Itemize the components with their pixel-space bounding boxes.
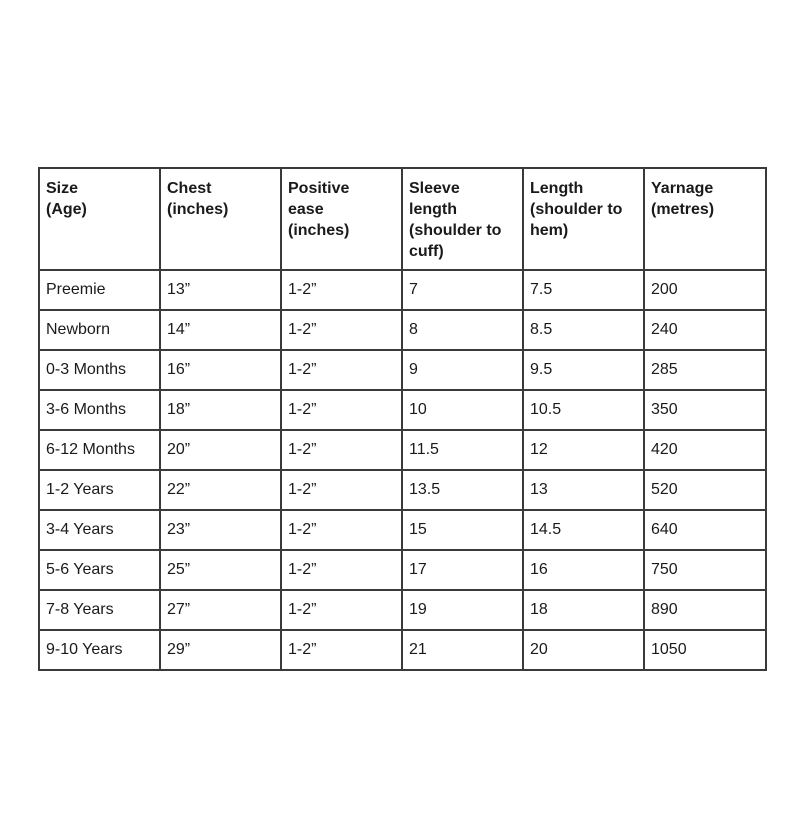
- sleeve-length-cell: 10: [402, 390, 523, 430]
- table-row: [39, 310, 766, 350]
- ease-cell: 1-2”: [281, 430, 402, 470]
- sleeve-length-cell: 17: [402, 550, 523, 590]
- header-line: (shoulder to: [409, 222, 502, 239]
- size-cell: 6-12 Months: [39, 430, 160, 470]
- length-cell: 18: [523, 590, 644, 630]
- size-cell: 3-6 Months: [39, 390, 160, 430]
- header-line: cuff): [409, 243, 444, 260]
- ease-cell: 1-2”: [281, 630, 402, 670]
- ease-cell: 1-2”: [281, 270, 402, 310]
- length-cell: 7.5: [523, 270, 644, 310]
- chest-cell: 23”: [160, 510, 281, 550]
- size-cell: 7-8 Years: [39, 590, 160, 630]
- header-line: (inches): [167, 201, 229, 218]
- header-line: Length: [530, 180, 584, 197]
- sleeve-length-cell: 11.5: [402, 430, 523, 470]
- header-line: (shoulder to: [530, 201, 623, 218]
- header-length: [523, 168, 644, 270]
- yarnage-cell: 520: [644, 470, 766, 510]
- size-cell: 9-10 Years: [39, 630, 160, 670]
- header-line: Positive: [288, 180, 350, 197]
- table-row: [39, 470, 766, 510]
- chest-cell: 25”: [160, 550, 281, 590]
- chest-cell: 14”: [160, 310, 281, 350]
- sleeve-length-cell: 9: [402, 350, 523, 390]
- table-row: [39, 430, 766, 470]
- header-line: Yarnage: [651, 180, 714, 197]
- table-header: [39, 168, 766, 270]
- yarnage-cell: 890: [644, 590, 766, 630]
- header-line: (Age): [46, 201, 87, 218]
- table-row: [39, 550, 766, 590]
- chest-cell: 16”: [160, 350, 281, 390]
- table-row: [39, 350, 766, 390]
- sleeve-length-cell: 8: [402, 310, 523, 350]
- header-line: Chest: [167, 180, 212, 197]
- size-cell: 5-6 Years: [39, 550, 160, 590]
- ease-cell: 1-2”: [281, 510, 402, 550]
- table-body: [39, 270, 766, 670]
- header-yarnage: [644, 168, 766, 270]
- header-row: [39, 168, 766, 270]
- header-size-age: [39, 168, 160, 270]
- length-cell: 8.5: [523, 310, 644, 350]
- length-cell: 10.5: [523, 390, 644, 430]
- yarnage-cell: 1050: [644, 630, 766, 670]
- table-row: [39, 510, 766, 550]
- length-cell: 20: [523, 630, 644, 670]
- chest-cell: 22”: [160, 470, 281, 510]
- header-sleeve-length: [402, 168, 523, 270]
- header-positive-ease: [281, 168, 402, 270]
- yarnage-cell: 420: [644, 430, 766, 470]
- header-line: hem): [530, 222, 569, 239]
- header-line: (metres): [651, 201, 715, 218]
- yarnage-cell: 640: [644, 510, 766, 550]
- ease-cell: 1-2”: [281, 310, 402, 350]
- ease-cell: 1-2”: [281, 350, 402, 390]
- length-cell: 12: [523, 430, 644, 470]
- ease-cell: 1-2”: [281, 470, 402, 510]
- size-cell: 3-4 Years: [39, 510, 160, 550]
- header-line: length: [409, 201, 457, 218]
- sleeve-length-cell: 19: [402, 590, 523, 630]
- length-cell: 13: [523, 470, 644, 510]
- chest-cell: 27”: [160, 590, 281, 630]
- size-chart-table: [38, 167, 767, 671]
- ease-cell: 1-2”: [281, 390, 402, 430]
- yarnage-cell: 285: [644, 350, 766, 390]
- ease-cell: 1-2”: [281, 590, 402, 630]
- size-cell: Preemie: [39, 270, 160, 310]
- header-line: ease: [288, 201, 324, 218]
- sleeve-length-cell: 21: [402, 630, 523, 670]
- chest-cell: 13”: [160, 270, 281, 310]
- sleeve-length-cell: 15: [402, 510, 523, 550]
- size-cell: 0-3 Months: [39, 350, 160, 390]
- header-chest: [160, 168, 281, 270]
- table-row: [39, 270, 766, 310]
- chest-cell: 18”: [160, 390, 281, 430]
- yarnage-cell: 750: [644, 550, 766, 590]
- table-row: [39, 630, 766, 670]
- yarnage-cell: 200: [644, 270, 766, 310]
- header-line: (inches): [288, 222, 350, 239]
- ease-cell: 1-2”: [281, 550, 402, 590]
- chest-cell: 29”: [160, 630, 281, 670]
- sleeve-length-cell: 13.5: [402, 470, 523, 510]
- table-row: [39, 590, 766, 630]
- chest-cell: 20”: [160, 430, 281, 470]
- size-cell: Newborn: [39, 310, 160, 350]
- length-cell: 9.5: [523, 350, 644, 390]
- header-line: Size: [46, 180, 79, 197]
- table-row: [39, 390, 766, 430]
- sleeve-length-cell: 7: [402, 270, 523, 310]
- yarnage-cell: 350: [644, 390, 766, 430]
- header-line: Sleeve: [409, 180, 460, 197]
- length-cell: 14.5: [523, 510, 644, 550]
- length-cell: 16: [523, 550, 644, 590]
- size-cell: 1-2 Years: [39, 470, 160, 510]
- yarnage-cell: 240: [644, 310, 766, 350]
